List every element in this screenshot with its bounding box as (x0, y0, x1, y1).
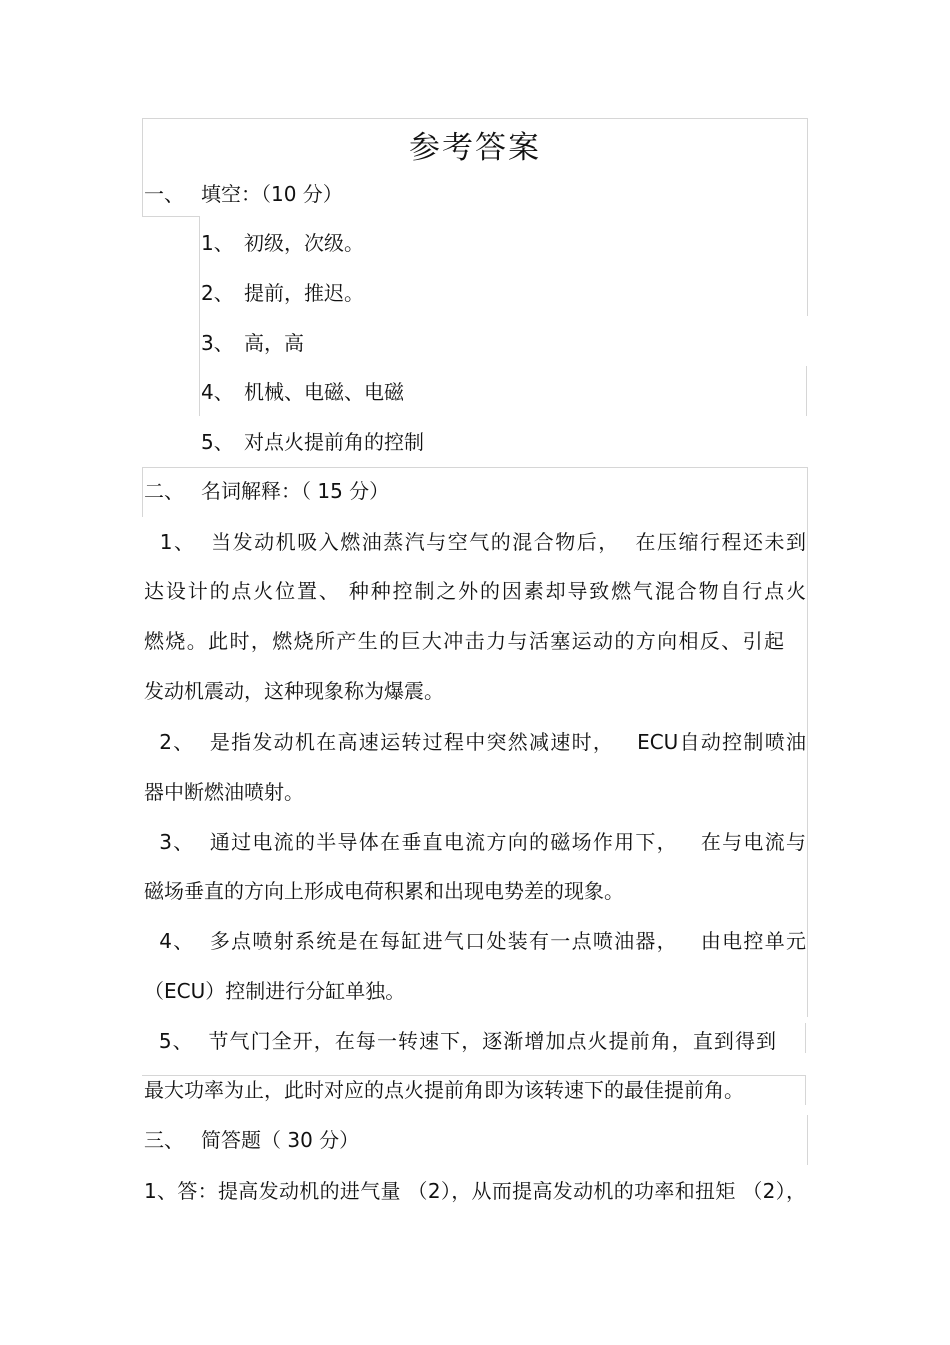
border-line (807, 1115, 808, 1165)
section-number: 三、 (144, 1128, 184, 1152)
item-text: 初级，次级。 (244, 231, 364, 255)
border-line (199, 216, 200, 416)
paragraph-line: 4、 多点喷射系统是在每缸进气口处装有一点喷油器， 由电控单元 (144, 929, 806, 953)
item-number: 4、 (201, 380, 234, 404)
section-title: 名词解释：（ 15 分） (201, 479, 390, 503)
paragraph-line: 1、答：提高发动机的进气量 （2），从而提高发动机的功率和扭矩 （2）， (144, 1179, 806, 1203)
page-title: 参考答案 (409, 130, 541, 166)
section-title: 简答题（ 30 分） (201, 1128, 360, 1152)
item-text: 对点火提前角的控制 (244, 430, 424, 454)
paragraph-line: 器中断燃油喷射。 (144, 780, 304, 804)
border-line (805, 1023, 806, 1053)
list-item (201, 330, 304, 356)
paragraph-line: 发动机震动，这种现象称为爆震。 (144, 679, 444, 703)
border-line (806, 366, 807, 416)
list-item (201, 429, 424, 455)
border-line (142, 1075, 806, 1076)
section-title: 填空：（10 分） (201, 182, 343, 206)
paragraph-line: 达设计的点火位置、 种种控制之外的因素却导致燃气混合物自行点火 (144, 579, 806, 603)
list-item (201, 230, 364, 256)
item-number: 5、 (201, 430, 234, 454)
paragraph-line: 3、 通过电流的半导体在垂直电流方向的磁场作用下， 在与电流与 (144, 830, 806, 854)
section-number: 二、 (144, 479, 184, 503)
item-text: 高，高 (244, 331, 304, 355)
section-heading (144, 478, 389, 504)
item-number: 1、 (201, 231, 234, 255)
paragraph-line: 磁场垂直的方向上形成电荷积累和出现电势差的现象。 (144, 879, 624, 903)
border-line (807, 467, 808, 1017)
border-line (142, 467, 143, 517)
paragraph-line: 最大功率为止，此时对应的点火提前角即为该转速下的最佳提前角。 (144, 1078, 744, 1102)
paragraph-line: 5、 节气门全开，在每一转速下，逐渐增加点火提前角，直到得到 (144, 1029, 776, 1053)
section-number: 一、 (144, 182, 184, 206)
item-text: 提前，推迟。 (244, 281, 364, 305)
list-item (201, 280, 364, 306)
paragraph-line: 燃烧。此时，燃烧所产生的巨大冲击力与活塞运动的方向相反、引起 (144, 629, 784, 653)
paragraph-line: （ECU）控制进行分缸单独。 (144, 979, 406, 1003)
list-item (201, 379, 404, 405)
paragraph-line: 2、 是指发动机在高速运转过程中突然减速时， ECU自动控制喷油 (144, 730, 806, 754)
item-number: 3、 (201, 331, 234, 355)
item-text: 机械、电磁、电磁 (244, 380, 404, 404)
paragraph-line: 1、 当发动机吸入燃油蒸汽与空气的混合物后， 在压缩行程还未到 (144, 530, 806, 554)
section-heading (144, 181, 343, 207)
border-line (142, 118, 808, 119)
item-number: 2、 (201, 281, 234, 305)
border-line (142, 216, 200, 217)
section-heading (144, 1127, 359, 1153)
border-line (142, 467, 808, 468)
